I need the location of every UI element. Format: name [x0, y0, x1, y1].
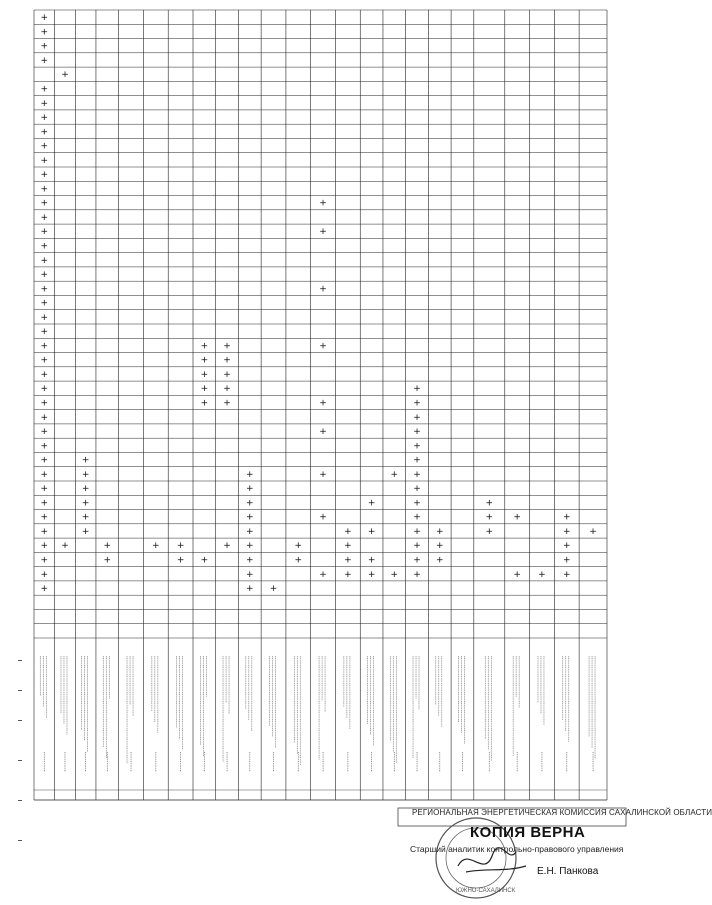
- table-mark: +: [367, 526, 376, 537]
- table-mark: +: [319, 284, 327, 295]
- table-mark: +: [223, 384, 231, 395]
- table-mark: +: [413, 541, 421, 552]
- table-mark: +: [200, 384, 209, 395]
- table-mark: +: [319, 398, 327, 409]
- table-mark: +: [269, 584, 278, 595]
- header-cell-text: [344, 656, 350, 772]
- table-mark: +: [40, 398, 49, 409]
- table-mark: +: [40, 312, 49, 323]
- header-cell-text: [485, 656, 491, 772]
- table-mark: +: [413, 569, 421, 580]
- table-mark: +: [485, 498, 494, 509]
- table-mark: +: [40, 55, 49, 66]
- table-mark: +: [435, 555, 444, 566]
- table-mark: +: [413, 512, 421, 523]
- stamp-copy-label: КОПИЯ ВЕРНА: [470, 824, 586, 841]
- header-cell-text: [82, 656, 88, 772]
- table-mark: +: [246, 498, 254, 509]
- header-cell-text: [40, 656, 46, 772]
- table-mark: +: [40, 412, 49, 423]
- table-mark: +: [40, 84, 49, 95]
- table-mark: +: [61, 541, 69, 552]
- table-mark: +: [344, 526, 352, 537]
- table-mark: +: [40, 298, 49, 309]
- table-mark: +: [223, 398, 231, 409]
- table-mark: +: [40, 41, 49, 52]
- table-mark: +: [40, 198, 49, 209]
- table-mark: +: [40, 427, 49, 438]
- table-mark: +: [40, 355, 49, 366]
- header-cell-text: [127, 656, 133, 772]
- table-mark: +: [40, 341, 49, 352]
- table-mark: +: [103, 541, 112, 552]
- table-mark: +: [40, 584, 49, 595]
- table-mark: +: [319, 569, 327, 580]
- table-mark: +: [81, 469, 90, 480]
- header-cell-text: [513, 656, 519, 772]
- table-mark: +: [40, 270, 49, 281]
- table-mark: +: [294, 541, 303, 552]
- header-cell-text: [223, 656, 229, 772]
- table-mark: +: [176, 541, 185, 552]
- table-mark: +: [562, 555, 571, 566]
- table-mark: +: [200, 369, 209, 380]
- table-mark: +: [40, 27, 49, 38]
- table-mark: +: [40, 555, 49, 566]
- margin-tick: [18, 660, 22, 661]
- table-mark: +: [390, 469, 399, 480]
- table-mark: +: [40, 184, 49, 195]
- table-mark: +: [435, 541, 444, 552]
- header-cell-text: [294, 656, 300, 772]
- header-cell-text: [177, 656, 183, 772]
- header-cell-text: [436, 656, 442, 772]
- table-mark: +: [435, 526, 444, 537]
- table-mark: +: [413, 455, 421, 466]
- margin-tick: [18, 760, 22, 761]
- table-mark: +: [152, 541, 160, 552]
- table-mark: +: [40, 98, 49, 109]
- table-mark: +: [246, 569, 254, 580]
- table-mark: +: [319, 341, 327, 352]
- table-mark: +: [319, 512, 327, 523]
- table-mark: +: [246, 484, 254, 495]
- table-mark: +: [223, 341, 231, 352]
- header-cell-text: [270, 656, 276, 772]
- table-mark: +: [223, 355, 231, 366]
- table-mark: +: [319, 198, 327, 209]
- table-mark: +: [413, 412, 421, 423]
- table-mark: +: [81, 484, 90, 495]
- stamp-organization: РЕГИОНАЛЬНАЯ ЭНЕРГЕТИЧЕСКАЯ КОМИССИЯ САХАЛИНСКОЙ ОБЛАСТИ: [412, 808, 712, 817]
- table-mark: +: [367, 569, 376, 580]
- table-marks: [41, 13, 597, 594]
- table-mark: +: [344, 555, 352, 566]
- table-mark: +: [40, 512, 49, 523]
- table-mark: +: [40, 170, 49, 181]
- header-cell-text: [368, 656, 374, 772]
- table-mark: +: [40, 255, 49, 266]
- table-mark: +: [223, 541, 231, 552]
- table-mark: +: [40, 526, 49, 537]
- table-mark: +: [413, 555, 421, 566]
- table-mark: +: [40, 155, 49, 166]
- header-cell-text: [246, 656, 252, 772]
- stamp-signer-name: Е.Н. Панкова: [537, 866, 599, 877]
- table-mark: +: [81, 526, 90, 537]
- table-mark: +: [81, 455, 90, 466]
- table-mark: +: [40, 369, 49, 380]
- table-mark: +: [40, 569, 49, 580]
- table-mark: +: [40, 384, 49, 395]
- table-mark: +: [413, 526, 421, 537]
- seal-text: ЮЖНО-САХАЛИНСК: [456, 888, 516, 894]
- header-cell-text: [200, 656, 206, 772]
- stamp-signer-title: Старший аналитик контрольно-правового управления: [410, 844, 624, 854]
- table-mark: +: [246, 541, 254, 552]
- margin-tick: [18, 690, 22, 691]
- table-mark: +: [40, 455, 49, 466]
- table-mark: +: [589, 526, 597, 537]
- table-mark: +: [319, 427, 327, 438]
- table-mark: +: [538, 569, 546, 580]
- table-mark: +: [413, 398, 421, 409]
- table-mark: +: [367, 555, 376, 566]
- table-mark: +: [40, 141, 49, 152]
- table-mark: +: [513, 512, 521, 523]
- header-cell-text: [61, 656, 67, 772]
- table-mark: +: [200, 341, 209, 352]
- table-mark: +: [246, 584, 254, 595]
- header-cell-text: [458, 656, 464, 772]
- table-mark: +: [485, 526, 494, 537]
- table-mark: +: [413, 441, 421, 452]
- table-mark: +: [40, 484, 49, 495]
- table-mark: +: [413, 498, 421, 509]
- header-cell-text: [152, 656, 158, 772]
- rotated-row-text: [40, 656, 595, 772]
- header-cell-text: [563, 656, 569, 772]
- table-mark: +: [246, 555, 254, 566]
- table-mark: +: [319, 469, 327, 480]
- table-mark: +: [319, 227, 327, 238]
- table-mark: +: [294, 555, 303, 566]
- table-mark: +: [246, 526, 254, 537]
- table-mark: +: [223, 369, 231, 380]
- table-mark: +: [413, 384, 421, 395]
- header-cell-text: [538, 656, 544, 772]
- table-mark: +: [40, 13, 49, 24]
- header-cell-text: [390, 656, 396, 772]
- table-mark: +: [413, 427, 421, 438]
- table-mark: +: [81, 498, 90, 509]
- margin-tick: [18, 720, 22, 721]
- table-mark: +: [61, 70, 69, 81]
- table-mark: +: [176, 555, 185, 566]
- table-mark: +: [344, 569, 352, 580]
- table-mark: +: [40, 113, 49, 124]
- table-mark: +: [40, 541, 49, 552]
- header-cell-text: [413, 656, 419, 772]
- table-mark: +: [40, 469, 49, 480]
- header-cell-text: [319, 656, 325, 772]
- header-cell-text: [589, 656, 595, 772]
- margin-tick: [18, 800, 22, 801]
- table-mark: +: [344, 541, 352, 552]
- table-mark: +: [40, 212, 49, 223]
- table-mark: +: [40, 441, 49, 452]
- table-mark: +: [485, 512, 494, 523]
- table-mark: +: [246, 469, 254, 480]
- table-mark: +: [367, 498, 376, 509]
- table-mark: +: [81, 512, 90, 523]
- table-mark: +: [200, 398, 209, 409]
- table-mark: +: [40, 241, 49, 252]
- table-mark: +: [390, 569, 399, 580]
- table-mark: +: [562, 569, 571, 580]
- table-mark: +: [562, 512, 571, 523]
- table-mark: +: [40, 498, 49, 509]
- table-mark: +: [40, 327, 49, 338]
- table-mark: +: [562, 526, 571, 537]
- table-mark: +: [40, 227, 49, 238]
- table-mark: +: [413, 484, 421, 495]
- header-cell-text: [103, 656, 109, 772]
- table-mark: +: [562, 541, 571, 552]
- margin-tick: [18, 840, 22, 841]
- table-mark: +: [200, 555, 209, 566]
- table-mark: +: [413, 469, 421, 480]
- table-mark: +: [40, 127, 49, 138]
- table-mark: +: [513, 569, 521, 580]
- table-mark: +: [246, 512, 254, 523]
- table-mark: +: [40, 284, 49, 295]
- table-mark: +: [103, 555, 112, 566]
- table-mark: +: [200, 355, 209, 366]
